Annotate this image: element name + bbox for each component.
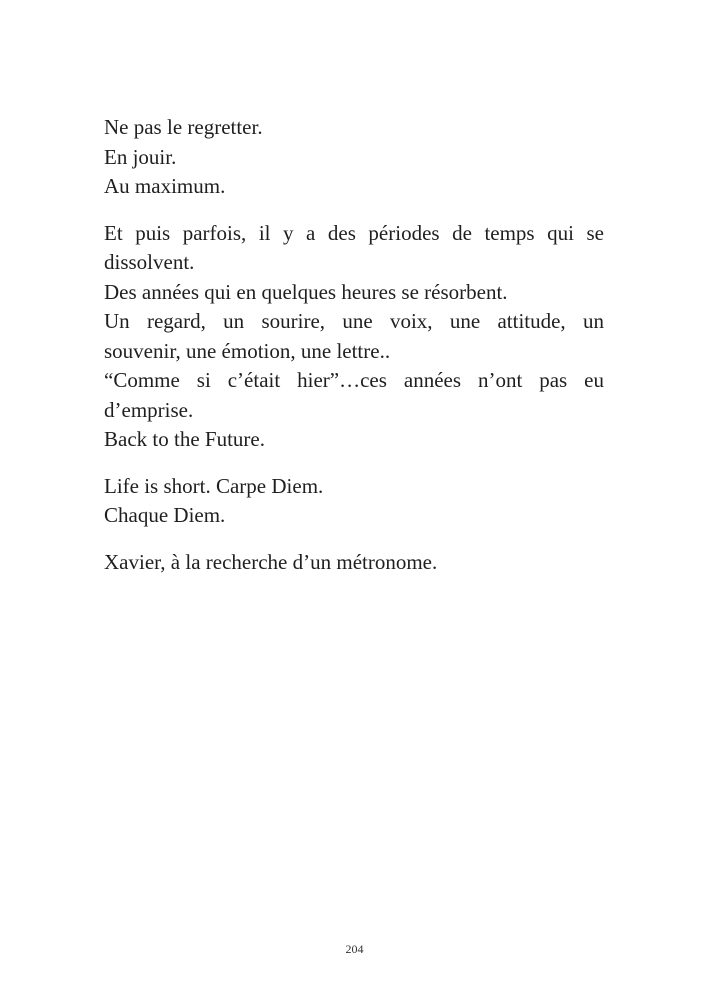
text-line: Back to the Future. [104, 427, 265, 451]
text-line: Un regard, un sourire, une voix, une attitude, un [104, 309, 604, 333]
text-line: En jouir. [104, 144, 177, 169]
text-line: Ne pas le regretter. [104, 115, 263, 139]
text-line: d’emprise. [104, 397, 194, 422]
body-text [104, 113, 604, 594]
paragraph-1 [104, 113, 604, 202]
text-line: dissolvent. [104, 250, 195, 274]
paragraph-4 [104, 548, 604, 578]
text-line: Life is short. Carpe Diem. [104, 473, 324, 498]
text-line: souvenir, une émotion, une lettre.. [104, 338, 391, 363]
text-line: Des années qui en quelques heures se résorbent. [104, 279, 508, 304]
page-number: 204 [345, 942, 364, 956]
text-line: Xavier, à la recherche d’un métronome. [104, 549, 438, 574]
text-line: Chaque Diem. [104, 503, 226, 527]
text-line: Et puis parfois, il y a des périodes de temps qui se [104, 220, 604, 245]
text-line: “Comme si c’était hier”…ces années n’ont pas eu [104, 368, 604, 392]
paragraph-2 [104, 219, 604, 455]
text-line: Au maximum. [104, 174, 226, 198]
paragraph-3 [104, 472, 604, 531]
